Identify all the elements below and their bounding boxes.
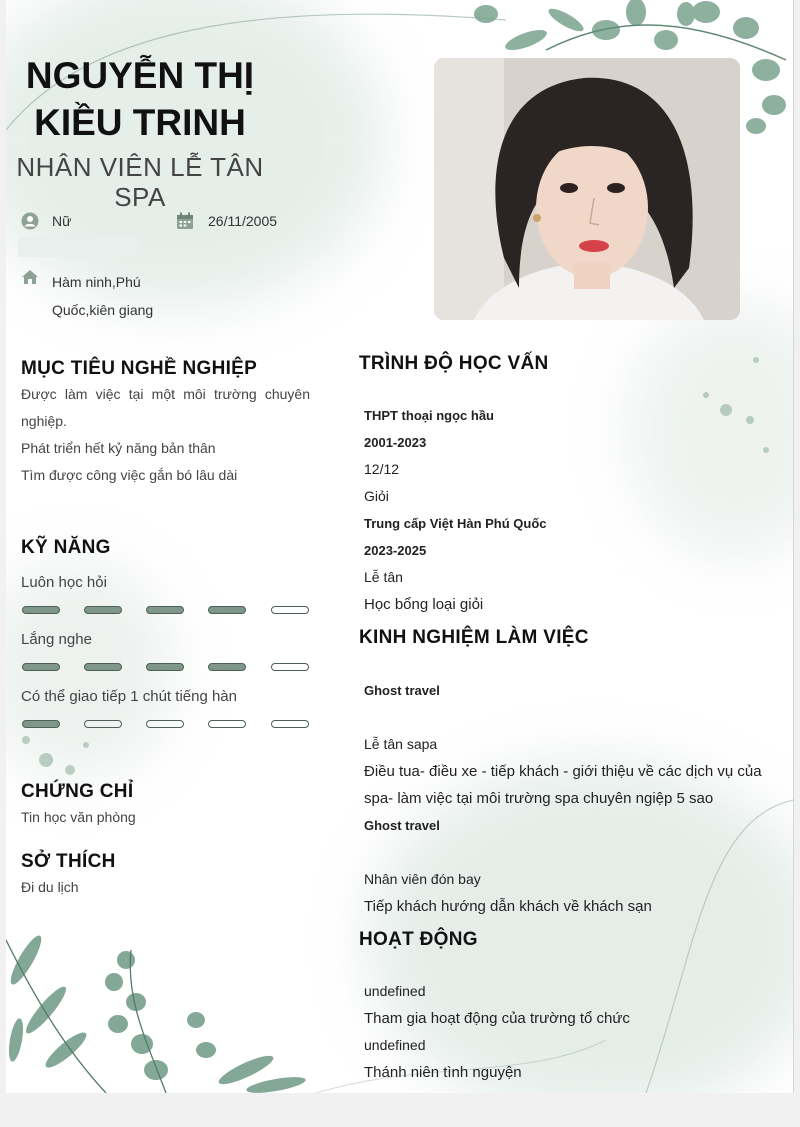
- experience-1-desc-line-1: Điều tua- điều xe - tiếp khách - giới thiệu về các dịch vụ của: [364, 763, 762, 780]
- experience-heading: KINH NGHIỆM LÀM VIỆC: [359, 627, 589, 648]
- objective-line-1: Được làm việc tại một môi trường chuyên: [21, 386, 310, 402]
- certificates-heading: CHỨNG CHỈ: [21, 781, 134, 802]
- education-2-award: Học bổng loại giỏi: [364, 596, 484, 613]
- education-2-detail: Lễ tân: [364, 569, 403, 585]
- skill-2-dot: [271, 663, 309, 671]
- birthdate: 26/11/2005: [208, 213, 278, 229]
- hobbies-text: Đi du lịch: [21, 879, 79, 895]
- skills-heading: KỸ NĂNG: [21, 537, 111, 558]
- skill-3-dot: [146, 720, 184, 728]
- skill-3-dot: [84, 720, 122, 728]
- education-1-years: 2001-2023: [364, 435, 427, 450]
- activities-heading: HOẠT ĐỘNG: [359, 929, 478, 950]
- calendar-icon: [176, 212, 194, 230]
- skill-1-dot: [22, 606, 60, 614]
- home-icon: [21, 268, 39, 286]
- skill-2-dot: [22, 663, 60, 671]
- skill-2-dot: [208, 663, 246, 671]
- skill-1-dot: [146, 606, 184, 614]
- hobbies-heading: SỞ THÍCH: [21, 851, 116, 872]
- objective-heading: MỤC TIÊU NGHỀ NGHIỆP: [21, 358, 258, 379]
- education-2-school: Trung cấp Việt Hàn Phú Quốc: [364, 516, 547, 531]
- skill-2-dot: [146, 663, 184, 671]
- job-title-line-1: NHÂN VIÊN LỄ TÂN: [16, 152, 264, 182]
- objective-line-3: Phát triển hết kỷ năng bản thân: [21, 440, 216, 456]
- skill-1-dot: [271, 606, 309, 614]
- hidden-contact-field: [18, 237, 138, 257]
- education-1-school: THPT thoại ngọc hầu: [364, 408, 494, 423]
- objective-line-4: Tìm được công việc gắn bó lâu dài: [21, 467, 238, 483]
- certificates-text: Tin học văn phòng: [21, 809, 136, 825]
- experience-2-company: Ghost travel: [364, 818, 440, 833]
- activity-1-label: undefined: [364, 983, 426, 999]
- education-1-detail: 12/12: [364, 461, 400, 477]
- education-2-years: 2023-2025: [364, 543, 427, 558]
- experience-1-desc-line-2: spa- làm việc tại môi trường spa chuyên ngiệp 5 sao: [364, 790, 714, 807]
- objective-line-2: nghiệp.: [21, 413, 67, 429]
- activity-1-desc: Tham gia hoạt động của trường tổ chức: [364, 1010, 630, 1027]
- activity-2-desc: Thánh niên tình nguyện: [364, 1064, 522, 1081]
- education-heading: TRÌNH ĐỘ HỌC VẤN: [359, 353, 549, 374]
- education-1-grade: Giỏi: [364, 488, 389, 504]
- activities-list: [364, 978, 630, 1086]
- experience-1-position: Lễ tân sapa: [364, 736, 438, 752]
- skill-3-dot: [271, 720, 309, 728]
- resume-page: [6, 0, 794, 1093]
- skill-1-dot: [84, 606, 122, 614]
- name-line-1: NGUYỄN THỊ: [25, 55, 255, 96]
- address-line-1: Hàm ninh,Phú: [52, 274, 141, 290]
- job-title-line-2: SPA: [114, 182, 166, 212]
- skill-1-label: Luôn học hỏi: [21, 574, 107, 591]
- user-icon: [21, 212, 39, 230]
- skill-2-dot: [84, 663, 122, 671]
- experience-2-desc: Tiếp khách hướng dẫn khách về khách sạn: [364, 898, 652, 915]
- experience-1: [364, 677, 774, 920]
- education-list: [364, 402, 547, 618]
- skill-3-dot: [22, 720, 60, 728]
- full-name: [6, 52, 274, 146]
- activity-2-label: undefined: [364, 1037, 426, 1053]
- skill-1-dot: [208, 606, 246, 614]
- objective-text: [21, 381, 310, 489]
- skill-3-label: Có thể giao tiếp 1 chút tiếng hàn: [21, 688, 237, 705]
- skill-3-dot: [208, 720, 246, 728]
- experience-1-company: Ghost travel: [364, 683, 440, 698]
- eucalyptus-leaves-bottom-left: [6, 920, 326, 1093]
- name-line-2: KIỀU TRINH: [34, 102, 246, 143]
- profile-photo: [434, 58, 740, 320]
- skill-2-label: Lắng nghe: [21, 631, 92, 648]
- address: [52, 268, 153, 324]
- experience-2-position: Nhân viên đón bay: [364, 871, 481, 887]
- gender: Nữ: [52, 213, 72, 229]
- address-line-2: Quốc,kiên giang: [52, 302, 154, 318]
- job-title: [6, 152, 274, 212]
